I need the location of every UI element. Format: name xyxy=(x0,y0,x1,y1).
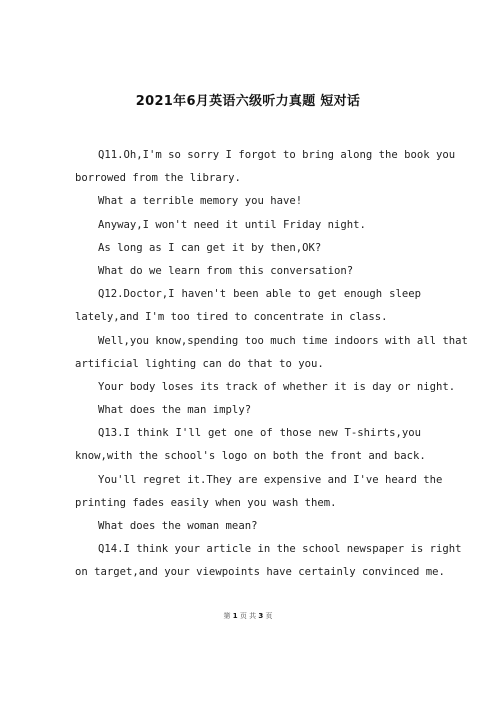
transcript-line: What does the man imply? xyxy=(98,404,252,417)
transcript-line: printing fades easily when you wash them. xyxy=(75,496,337,509)
transcript-line: As long as I can get it by then,OK? xyxy=(98,241,322,254)
transcript-line: lately,and I'm too tired to concentrate in class. xyxy=(75,311,388,324)
transcript-body xyxy=(75,144,468,585)
transcript-line: What do we learn from this conversation? xyxy=(98,264,354,277)
transcript-line: What a terrible memory you have! xyxy=(98,195,303,208)
transcript-line: borrowed from the library. xyxy=(75,172,241,185)
transcript-line: on target,and your viewpoints have certainly convinced me. xyxy=(75,566,445,579)
transcript-line: Well,you know,spending too much time indoors with all that xyxy=(98,334,468,347)
current-page-number: 1 xyxy=(232,612,238,620)
transcript-line: Anyway,I won't need it until Friday night. xyxy=(98,218,366,231)
footer-suffix: 页 xyxy=(265,612,273,620)
transcript-line: Q14.I think your article in the school newspaper is right xyxy=(98,543,462,556)
transcript-line: What does the woman mean? xyxy=(98,520,258,532)
transcript-line: Your body loses its track of whether it is day or night. xyxy=(98,380,456,393)
footer-prefix: 第 xyxy=(223,612,231,620)
transcript-line: You'll regret it.They are expensive and I've heard the xyxy=(98,473,443,486)
transcript-line: Q13.I think I'll get one of those new T-shirts,you xyxy=(98,427,421,440)
footer-middle: 页 共 xyxy=(239,612,257,620)
page-footer xyxy=(0,611,496,621)
total-page-count: 3 xyxy=(258,612,264,620)
transcript-line: Q11.Oh,I'm so sorry I forgot to bring along the book you xyxy=(98,149,456,161)
page-title: 2021年6月英语六级听力真题 短对话 xyxy=(135,94,361,109)
transcript-line: Q12.Doctor,I haven't been able to get enough sleep xyxy=(98,288,421,301)
transcript-line: know,with the school's logo on both the front and back. xyxy=(75,450,426,463)
transcript-line: artificial lighting can do that to you. xyxy=(75,357,324,370)
